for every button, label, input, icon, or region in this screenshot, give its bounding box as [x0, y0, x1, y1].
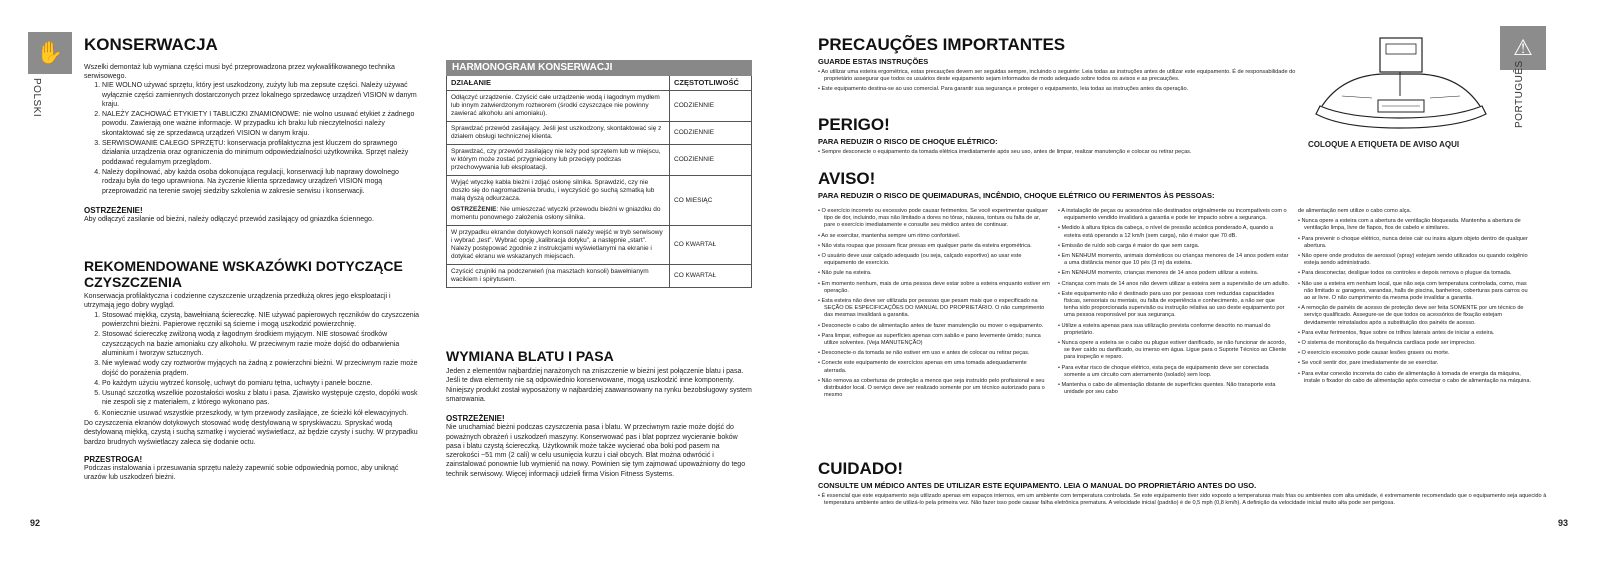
treadmill-console-illustration: [1312, 36, 1490, 134]
belt-title: WYMIANA BLATU I PASA: [446, 348, 614, 364]
cleaning-list: [84, 311, 420, 418]
perigo-list: [818, 149, 1278, 156]
action-text: Wyjąć wtyczkę kabla bieżni i zdjąć osłonę silnika. Sprawdzić, czy nie doszło się do nagromadzenia brudu, i wyczyścić go suchą szmatką lub małą dyszą odkurzacza.: [451, 179, 655, 202]
table-row: [447, 122, 752, 145]
action-cell: W przypadku ekranów dotykowych konsoli należy wejść w tryb serwisowy i wybrać „test”. Wybrać opcję „kalibracja dotyku”, a następnie „start”. Należy postępować zgodnie z instrukcjami wyświetlanymi na ekranie i dotykać ekranu we wskazanych miejscach.: [447, 226, 670, 265]
schedule-caption: HARMONOGRAM KONSERWACJI: [447, 61, 752, 76]
action-cell: Odłączyć urządzenie. Czyścić całe urządzenie wodą i łagodnym mydłem lub innym zatwierdzonym roztworem (środki czyszczące nie powinny zawierać alkoholu ani amoniaku).: [447, 91, 670, 122]
frequency-cell: CODZIENNIE: [670, 91, 752, 122]
maintenance-title: KONSERWACJA: [84, 35, 218, 54]
action-cell: [447, 176, 670, 226]
maintenance-section: [84, 36, 420, 224]
list-item: • Ao utilizar uma esteira ergométrica, estas precauções devem ser seguidas sempre, incluindo o seguinte: Leia todas as instruções antes de utilizar este equipamento. É de responsabilidade do proprietário assegurar que todos os usuários deste equipamento sejam informados de modo adequado sobre todos os avisos e as precauções.: [818, 68, 1296, 82]
column-header-frequency: CZĘSTOTLIWOŚĆ: [670, 76, 752, 91]
list-item: • Este equipamento não é destinado para uso por pessoas com reduzidas capacidades físicas, sensoriais ou mentais, ou falta de experiência e conhecimento, a não ser que tenha sido proporcionada supervisão ou instrução relativa ao uso deste equipamento por uma pessoa responsável por sua segurança.: [1058, 290, 1285, 319]
list-item: • Para limpar, esfregue as superfícies apenas com sabão e pano levemente úmido; nunca utilize solventes. (Veja MANUTENÇÃO): [818, 332, 1041, 347]
precautions-section: [818, 36, 1308, 96]
maintenance-schedule: [446, 60, 752, 288]
note-text: : Nie umieszczać wtyczki przewodu bieżni w gniazdku do momentu ponownego założenia osłony silnika.: [451, 206, 661, 221]
list-item: • Esta esteira não deve ser utilizada por pessoas que pesam mais que o especificado na SEÇÃO DE ESPECIFICAÇÕES DO MANUAL DO PROPRIETÁRIO. O não cumprimento das mesmas invalidará a garantia.: [818, 298, 1045, 319]
frequency-cell: CO MIESIĄC: [670, 176, 752, 226]
precautions-list: [818, 69, 1308, 94]
hand-icon: ✋: [28, 32, 72, 74]
list-item: • Medido à altura típica da cabeça, o nível de pressão acústica ponderado A, quando a esteira está operando a 12 km/h (sem carga), não é maior que 70 dB.: [1058, 225, 1273, 239]
list-item: de alimentação nem utilize o cabo como alça.: [1298, 208, 1412, 214]
list-item: 5. Usunąć szczotką wszelkie pozostałości wosku z blatu i pasa. Zjawisko występuje często, dopóki wosk nie zespoli się z materiałem, z którego wykonano pas.: [102, 389, 420, 408]
list-item: • Desconecte o cabo de alimentação antes de fazer manutenção ou mover o equipamento.: [818, 322, 1044, 329]
aviso-section: [818, 170, 1558, 203]
list-item: • Utilize a esteira apenas para sua utilização prevista conforme descrito no manual do proprietário.: [1058, 322, 1271, 336]
list-item: 6. Koniecznie usuwać wszystkie przeszkody, w tym przewody zasilające, ze ścieżki kół elewacyjnych.: [102, 409, 420, 418]
belt-warning-heading: OSTRZEŻENIE!: [446, 414, 505, 424]
language-label: POLSKI: [31, 78, 42, 118]
table-row: [447, 91, 752, 122]
aviso-column-3: [1298, 208, 1534, 388]
frequency-cell: CO KWARTAŁ: [670, 226, 752, 265]
precautions-subtitle: GUARDE ESTAS INSTRUÇÕES: [818, 56, 929, 66]
aviso-title: AVISO!: [818, 169, 876, 188]
list-item: • O usuário deve usar calçado adequado (ou seja, calçado esportivo) ao usar este equipamento de exercício.: [818, 253, 1022, 267]
list-item: • Este equipamento destina-se ao uso comercial. Para garantir sua segurança e proteger o equipamento, leia todas as instruções antes da operação.: [818, 86, 1189, 93]
list-item: • Em NENHUM momento, animais domésticos ou crianças menores de 14 anos podem estar a uma distância menor que 10 pés (3 m) da esteira.: [1058, 253, 1289, 267]
table-row: [447, 176, 752, 226]
cuidado-title: CUIDADO!: [818, 459, 903, 478]
cleaning-section: [84, 258, 420, 483]
list-item: • A instalação de peças ou acessórios não destinados originalmente ou incompatíveis com o equipamento vendido invalidará a garantia e pode ter impacto sobre a segurança.: [1058, 208, 1287, 222]
list-item: • Emissão de ruído sob carga é maior do que sem carga.: [1058, 242, 1200, 249]
table-row: [447, 145, 752, 176]
frequency-cell: CODZIENNIE: [670, 145, 752, 176]
list-item: 1. NIE WOLNO używać sprzętu, który jest uszkodzony, zużyty lub ma zepsute części. Należy używać wyłącznie części zamiennych dostarczonych przez lokalnego sprzedawcę urządzeń VISION w danym kraju.: [102, 81, 420, 109]
list-item: • Se você sentir dor, pare imediatamente de se exercitar.: [1298, 360, 1439, 367]
table-row: [447, 265, 752, 288]
action-cell: Sprawdzać przewód zasilający. Jeśli jest uszkodzony, skontaktować się z działem obsługi technicznej klienta.: [447, 122, 670, 145]
page-number: 93: [1558, 518, 1569, 528]
list-item: 2. NALEŻY ZACHOWAĆ ETYKIETY I TABLICZKI ZNAMIONOWE: nie wolno usuwać etykiet z żadnego powodu. Zawierają one ważne informacje. W przypadku ich braku lub nieczytelności należy skontaktować się ze sprzedawcą urządzeń VISION w danym kraju.: [102, 110, 420, 138]
cleaning-outro: Do czyszczenia ekranów dotykowych stosować wodę destylowaną w spryskiwaczu. Spryskać wodą destylowaną miękką, czystą i suchą szmatkę i wycierać wyświetlacz, aż będzie czysty i suchy. W przypadku bardzo brudnych wyświetlaczy zaleca się dodanie octu.: [84, 420, 418, 446]
action-note: [451, 206, 665, 222]
action-cell: Czyścić czujniki na podczerwień (na masztach konsoli) bawełnianym wacikiem i spirytusem.: [447, 265, 670, 288]
language-label: PORTUGUÊS: [1514, 60, 1525, 128]
list-item: • Para evitar risco de choque elétrico, esta peça de equipamento deve ser conectada somente a um circuito com aterramento (isolado) sem loop.: [1058, 364, 1269, 378]
list-item: • Crianças com mais de 14 anos não devem utilizar a esteira sem a supervisão de um adulto.: [1058, 280, 1290, 287]
maintenance-intro: Wszelki demontaż lub wymiana części musi być przeprowadzona przez wykwalifikowanego technika serwisowego.: [84, 63, 395, 80]
list-item: • Conecte este equipamento de exercícios apenas em uma tomada adequadamente aterrada.: [818, 360, 1027, 374]
cuidado-list: [818, 493, 1558, 507]
frequency-cell: CO KWARTAŁ: [670, 265, 752, 288]
image-caption: COLOQUE A ETIQUETA DE AVISO AQUI: [1308, 140, 1460, 149]
schedule-table: [446, 60, 752, 288]
list-item: • A remoção de painéis de acesso de proteção deve ser feita SOMENTE por um técnico de serviço qualificado. Assegure-se de que todos os acessórios de fixação estejam devidamente reinstalados após a substituição dos painéis de acesso.: [1298, 305, 1524, 326]
list-item: • Sempre desconecte o equipamento da tomada elétrica imediatamente após seu uso, antes de limpar, realizar manutenção e colocar ou retirar peças.: [818, 148, 1192, 155]
list-item: • Para evitar conexão incorreta do cabo de alimentação à tomada de energia da máquina, instale o fixador do cabo de alimentação após conectar o cabo de alimentação na máquina.: [1298, 370, 1532, 384]
perigo-section: [818, 116, 1278, 159]
list-item: • O sistema de monitoração da frequência cardíaca pode ser impreciso.: [1298, 340, 1476, 347]
list-item: 4. Po każdym użyciu wytrzeć konsolę, uchwyt do pomiaru tętna, uchwyty i panele boczne.: [102, 379, 420, 388]
note-label: OSTRZEŻENIE: [451, 206, 497, 213]
column-header-action: DZIAŁANIE: [447, 76, 670, 91]
list-item: • O exercício incorreto ou excessivo pode causar ferimentos. Se você experimentar qualquer tipo de dor, incluindo, mas não limitado a dores no tórax, náusea, tontura ou falta de ar, pare o exercício imediatamente e consulte seu médico antes de continuar.: [818, 208, 1048, 229]
table-row: [447, 226, 752, 265]
list-item: • Em NENHUM momento, crianças menores de 14 anos podem utilizar a esteira.: [1058, 270, 1259, 277]
list-item: • Para prevenir o choque elétrico, nunca deixe cair ou insira algum objeto dentro de qualquer abertura.: [1298, 235, 1528, 249]
list-item: • Não opere onde produtos de aerossol (spray) estejam sendo utilizados ou quando oxigênio esteja sendo administrado.: [1298, 253, 1528, 267]
warning-text: Aby odłączyć zasilanie od bieżni, należy odłączyć przewód zasilający od gniazdka ściennego.: [84, 215, 374, 223]
list-item: 4. Należy dopilnować, aby każda osoba dokonująca regulacji, konserwacji lub naprawy dowolnego rodzaju była do tego uprawniona. Na życzenie klienta sprzedawcy urządzeń VISION mogą przeprowadzić na terenie swojej siedziby szkolenia w zakresie serwisu i konserwacji.: [102, 168, 420, 196]
cuidado-section: [818, 460, 1558, 510]
cleaning-title: REKOMENDOWANE WSKAZÓWKI DOTYCZĄCE CZYSZCZENIA: [84, 258, 403, 291]
aviso-subtitle: PARA REDUZIR O RISCO DE QUEIMADURAS, INCÊNDIO, CHOQUE ELÉTRICO OU FERIMENTOS ÀS PESSOAS:: [818, 190, 1215, 200]
list-item: • Não remova as coberturas de proteção a menos que seja instruído pelo profissional e seu distribuidor local. O serviço deve ser realizado somente por um técnico autorizado para o mesmo: [818, 377, 1045, 399]
belt-text: Jeden z elementów najbardziej narażonych na zniszczenie w bieżni jest połączenie blatu i pasa. Jeśli te dwa elementy nie są odpowiednio konserwowane, mogą uszkodzić inne komponenty. Niniejszy produkt został wyposażony w najbardziej zaawansowany na rynku bezobsługowy system smarowania.: [446, 368, 752, 403]
maintenance-list: [84, 81, 420, 196]
belt-section: [446, 348, 752, 479]
list-item: 1. Stosować miękką, czystą, bawełnianą ściereczkę. NIE używać papierowych ręczników do czyszczenia powierzchni bieżni. Papierowe ręczniki są ścierne i mogą uszkodzić powierzchnię.: [102, 311, 420, 330]
list-item: • Não pule na esteira.: [818, 270, 872, 277]
list-item: • Desconecte-o da tomada se não estiver em uso e antes de colocar ou retirar peças.: [818, 350, 1030, 357]
list-item: • Em momento nenhum, mais de uma pessoa deve estar sobre a esteira enquanto estiver em operação.: [818, 280, 1050, 294]
precautions-title: PRECAUÇÕES IMPORTANTES: [818, 35, 1066, 54]
aviso-column-2: [1058, 208, 1290, 399]
list-item: • Para evitar ferimentos, fique sobre os trilhos laterais antes de iniciar a esteira.: [1298, 329, 1495, 336]
list-item: • Ao se exercitar, mantenha sempre um ritmo confortável.: [818, 232, 961, 239]
list-item: 3. SERWISOWANIE CAŁEGO SPRZĘTU: konserwacja profilaktyczna jest kluczem do sprawnego działania urządzenia oraz ograniczenia do minimum odpowiedzialności użytkownika. Sprzęt należy poddawać regularnym przeglądom.: [102, 139, 420, 167]
list-item: • É essencial que este equipamento seja utilizado apenas em espaços internos, em um ambiente com temperatura controlada. Se este equipamento tiver sido exposto a temperaturas mais frias ou ambientes com alta umidade, é extremamente recomendado que o equipamento seja aquecido à temperatura ambiente antes de utilizá-lo pela primeira vez. Não fazer isso pode causar falha eletrônica prematura. A velocidade inicial (padrão) é de 0,5 mph (0,8 km/h). A definição da velocidade inicial muito alta pode ser perigosa.: [818, 492, 1547, 506]
list-item: • Não vista roupas que possam ficar presas em qualquer parte da esteira ergométrica.: [818, 242, 1032, 249]
list-item: • Mantenha o cabo de alimentação distante de superfícies quentes. Não transporte esta unidade por seu cabo: [1058, 382, 1276, 396]
list-item: • Para desconectar, desligue todos os controles e depois remova o plugue da tomada.: [1298, 270, 1512, 277]
list-item: • Não use a esteira em nenhum local, que não seja com temperatura controlada, como, mas não limitado a: garagens, varandas, halls de piscina, banheiros, coberturas para carros ou ao ar livre. O não cumprimento da mesma pode invalidar a garantia.: [1298, 280, 1528, 302]
caution-text: Podczas instalowania i przesuwania sprzętu należy zapewnić sobie odpowiednią pomoc, aby uniknąć urazów lub uszkodzeń bieżni.: [84, 464, 399, 482]
perigo-title: PERIGO!: [818, 115, 890, 134]
cuidado-subtitle: CONSULTE UM MÉDICO ANTES DE UTILIZAR ESTE EQUIPAMENTO. LEIA O MANUAL DO PROPRIETÁRIO ANTES DO USO.: [818, 480, 1257, 490]
page-number: 92: [30, 518, 41, 528]
warning-triangle-icon: ⚠: [1500, 26, 1546, 70]
right-page: [800, 0, 1600, 566]
action-cell: Sprawdzać, czy przewód zasilający nie leży pod sprzętem lub w miejscu, w którym może zostać przygnieciony lub przecięty podczas przechowywania lub eksploatacji.: [447, 145, 670, 176]
list-item: • O exercício excessivo pode causar lesões graves ou morte.: [1298, 350, 1450, 357]
cleaning-intro: Konserwacja profilaktyczna i codzienne czyszczenie urządzenia przedłużą okres jego eksploatacji i utrzymają jego dobry wygląd.: [84, 293, 391, 310]
belt-warning-text: Nie uruchamiać bieżni podczas czyszczenia pasa i blatu. W przeciwnym razie może dojść do poważnych obrażeń i uszkodzeń maszyny. Konserwować pas i blat poprzez wycieranie boków pasa i blatu czystą ściereczką. Użytkownik może także wycierać oba boki pod pasem na szerokości ~51 mm (2 cali) w celu usunięcia kurzu i ciał obcych. Blat można odwrócić i zainstalować ponownie lub wymienić na nowy. Powinien się tym zajmować upoważniony do tego technik serwisowy. Więcej informacji udzieli firma Vision Fitness Systems.: [446, 424, 746, 478]
list-item: 2. Stosować ściereczkę zwilżoną wodą z łagodnym środkiem myjącym. NIE stosować środków czyszczących na bazie amoniaku czy alkoholu. W przeciwnym razie może dojść do odbarwienia aluminium i tworzyw sztucznych.: [102, 330, 420, 358]
frequency-cell: CODZIENNIE: [670, 122, 752, 145]
warning-heading: OSTRZEŻENIE!: [84, 205, 143, 215]
perigo-subtitle: PARA REDUZIR O RISCO DE CHOQUE ELÉTRICO:: [818, 136, 998, 146]
list-item: 3. Nie wylewać wody czy roztworów myjących na żadną z powierzchni bieżni. W przeciwnym razie może dojść do porażenia prądem.: [102, 359, 420, 378]
list-item: • Nunca opere a esteira se o cabo ou plugue estiver danificado, se não funcionar de acordo, se tiver caído ou danificado, ou imerso em água. Ligue para o Suporte Técnico ao Cliente para inspeção e reparo.: [1058, 340, 1287, 361]
list-item: • Nunca opere a esteira com a abertura de ventilação bloqueada. Mantenha a abertura de ventilação limpa, livre de fiapos, fios de cabelo e similares.: [1298, 218, 1521, 232]
aviso-column-1: [818, 208, 1050, 402]
caution-heading: PRZESTROGA!: [84, 454, 143, 464]
